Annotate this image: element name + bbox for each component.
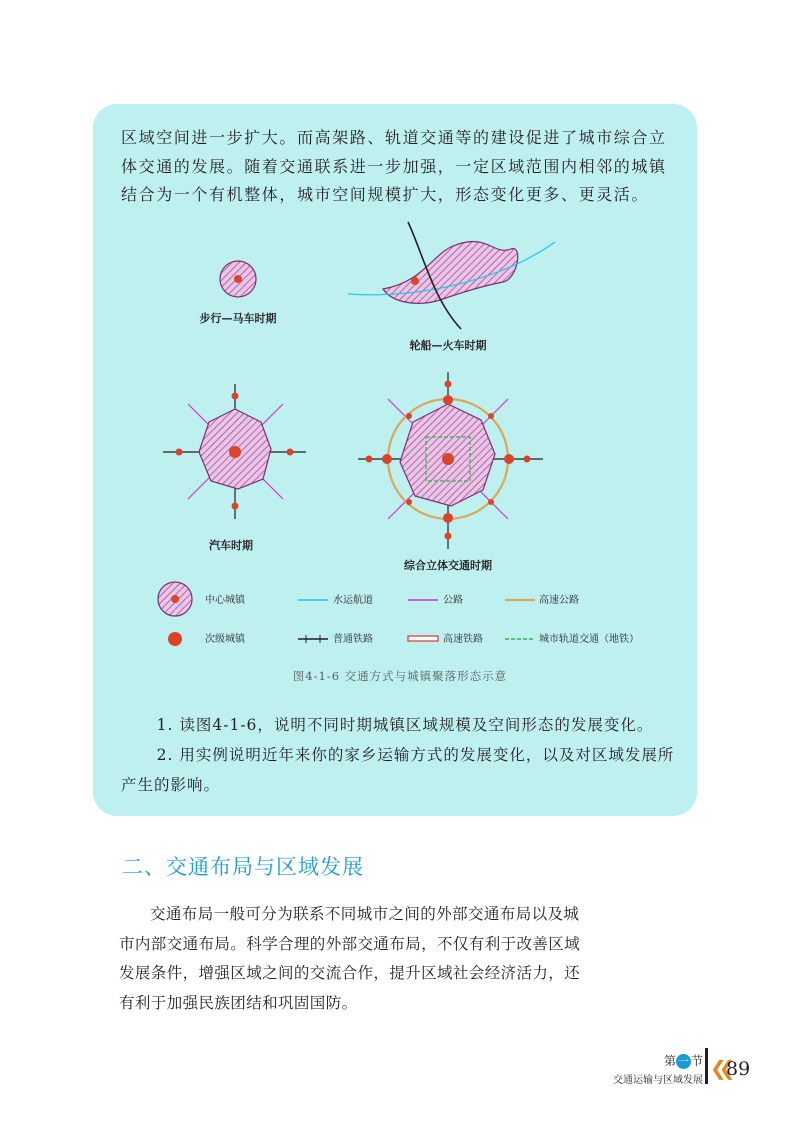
legend-metro — [505, 632, 639, 645]
legend-waterway — [298, 593, 373, 606]
activity-paragraph: 区域空间进一步扩大。而高架路、轨道交通等的建设促进了城市综合立体交通的发展。随着交通联系进一步加强，一定区域范围内相邻的城镇结合为一个有机整体，城市空间规模扩大，形态变化更多、更灵活。 — [121, 128, 667, 204]
legend-label: 水运航道 — [333, 595, 373, 606]
automobile-era-panel — [163, 384, 306, 552]
body-paragraph: 交通布局一般可分为联系不同城市之间的外部交通布局以及城市内部交通布局。科学合理的外部交通布局，不仅有利于改善区域发展条件，增强区域之间的交流合作，提升区域社会经济活力，还有利于加强民族团结和巩固国防。 — [119, 905, 581, 1012]
legend-label: 次级城镇 — [205, 634, 245, 645]
legend-center-town — [158, 582, 246, 616]
legend-label: 普通铁路 — [333, 634, 373, 645]
section-indicator — [613, 1052, 703, 1069]
legend-label: 公路 — [443, 595, 463, 606]
legend-high-speed-rail — [408, 632, 483, 645]
integrated-transport-era-panel — [358, 372, 543, 572]
section-number-badge: 一 — [677, 1055, 689, 1068]
question-item: 1. 读图4-1-6，说明不同时期城镇区域规模及空间形态的发展变化。 — [156, 716, 654, 734]
footer-divider — [705, 1048, 708, 1084]
legend-railway — [298, 632, 373, 645]
chapter-title: 交通运输与区域发展 — [613, 1075, 703, 1086]
section-suffix: 节 — [690, 1054, 703, 1068]
period-label-integrated: 综合立体交通时期 — [404, 559, 492, 572]
walking-carriage-era-panel — [200, 261, 277, 325]
period-label-automobile: 汽车时期 — [209, 539, 253, 552]
question-item: 2. 用实例说明近年来你的家乡运输方式的发展变化，以及对区域发展所产生的影响。 — [121, 746, 675, 794]
period-label-ship-train: 轮船—火车时期 — [409, 339, 487, 352]
running-footer — [613, 1052, 703, 1086]
legend-label: 城市轨道交通（地铁） — [539, 634, 639, 645]
section-heading: 二、交通布局与区域发展 — [122, 855, 364, 879]
ship-train-era-panel — [348, 222, 555, 352]
chevron-left-icon: ❮❮ — [710, 1056, 728, 1080]
figure-caption: 图4-1-6 交通方式与城镇聚落形态示意 — [292, 669, 508, 683]
section-prefix: 第 — [663, 1054, 676, 1068]
section-body — [119, 900, 589, 1018]
page-number: 89 — [726, 1058, 751, 1080]
legend-road — [408, 593, 463, 606]
legend-secondary-town — [168, 632, 246, 646]
legend-label: 高速铁路 — [443, 634, 483, 645]
activity-questions — [121, 710, 681, 800]
period-label-walking: 步行—马车时期 — [199, 312, 277, 325]
settlement-form-diagram — [93, 104, 697, 664]
legend-label: 中心城镇 — [205, 595, 245, 606]
legend-label: 高速公路 — [539, 595, 579, 606]
legend — [158, 582, 639, 646]
legend-expressway — [505, 593, 579, 606]
